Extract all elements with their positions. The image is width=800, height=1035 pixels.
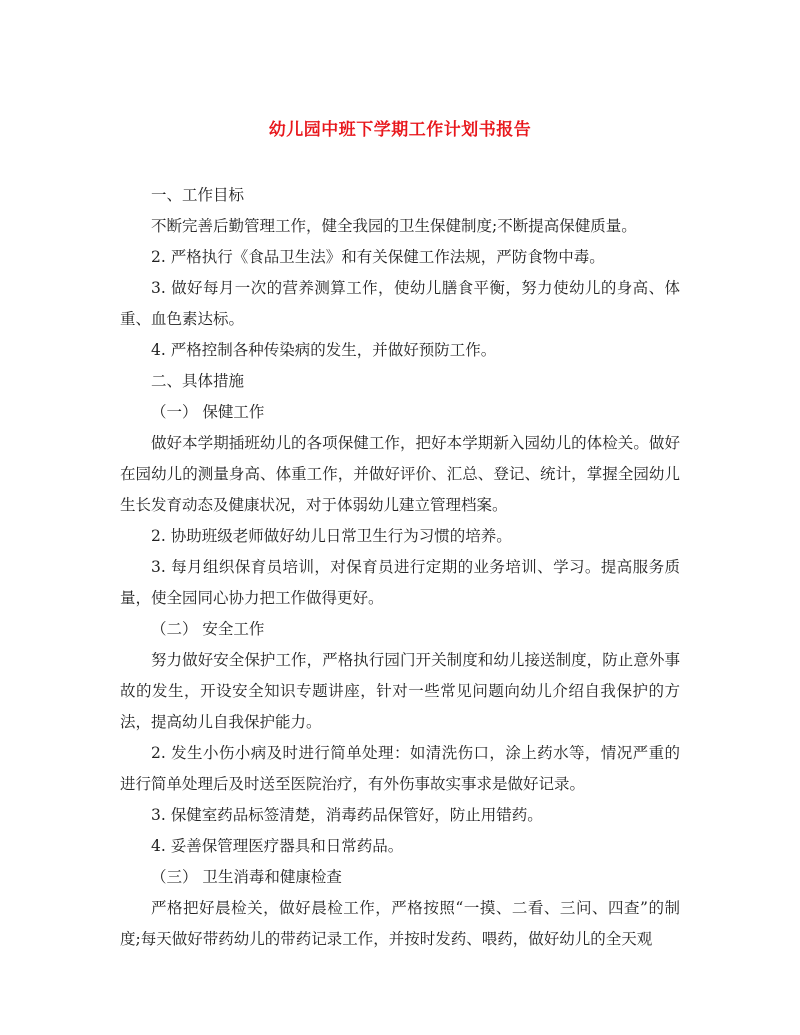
body-paragraph: 不断完善后勤管理工作，健全我园的卫生保健制度;不断提高保健质量。 — [151, 217, 637, 235]
body-paragraph: 严格把好晨检关，做好晨检工作，严格按照“一摸、二看、三问、四查”的制度;每天做好带药幼儿的带药记录工作，并按时发药、喂药，做好幼儿的全天观 — [120, 899, 680, 948]
document-body — [120, 180, 680, 955]
document-title: 幼儿园中班下学期工作计划书报告 — [268, 120, 532, 140]
subsection-heading: （三） 卫生消毒和健康检查 — [151, 868, 342, 886]
body-paragraph: 2. 严格执行《食品卫生法》和有关保健工作法规，严防食物中毒。 — [151, 248, 605, 266]
body-paragraph: 4. 妥善保管理医疗器具和日常药品。 — [151, 837, 404, 855]
section-heading: 一、工作目标 — [151, 186, 245, 204]
body-paragraph: 2. 发生小伤小病及时进行简单处理：如清洗伤口，涂上药水等，情况严重的进行简单处理后及时送至医院治疗，有外伤事故实事求是做好记录。 — [120, 744, 680, 793]
body-paragraph: 4. 严格控制各种传染病的发生，并做好预防工作。 — [151, 341, 497, 359]
section-heading: 二、具体措施 — [151, 372, 245, 390]
subsection-heading: （一） 保健工作 — [151, 403, 265, 421]
body-paragraph: 3. 每月组织保育员培训，对保育员进行定期的业务培训、学习。提高服务质量，使全园同心协力把工作做得更好。 — [120, 558, 680, 607]
body-paragraph: 努力做好安全保护工作，严格执行园门开关制度和幼儿接送制度，防止意外事故的发生，开设安全知识专题讲座，针对一些常见问题向幼儿介绍自我保护的方法，提高幼儿自我保护能力。 — [120, 651, 680, 731]
body-paragraph: 2. 协助班级老师做好幼儿日常卫生行为习惯的培养。 — [151, 527, 512, 545]
subsection-heading: （二） 安全工作 — [151, 620, 265, 638]
body-paragraph: 做好本学期插班幼儿的各项保健工作，把好本学期新入园幼儿的体检关。做好在园幼儿的测量身高、体重工作，并做好评价、汇总、登记、统计，掌握全园幼儿生长发育动态及健康状况，对于体弱幼儿建立管理档案。 — [120, 434, 680, 514]
body-paragraph: 3. 做好每月一次的营养测算工作，使幼儿膳食平衡，努力使幼儿的身高、体重、血色素达标。 — [120, 279, 680, 328]
body-paragraph: 3. 保健室药品标签清楚，消毒药品保管好，防止用错药。 — [151, 806, 543, 824]
